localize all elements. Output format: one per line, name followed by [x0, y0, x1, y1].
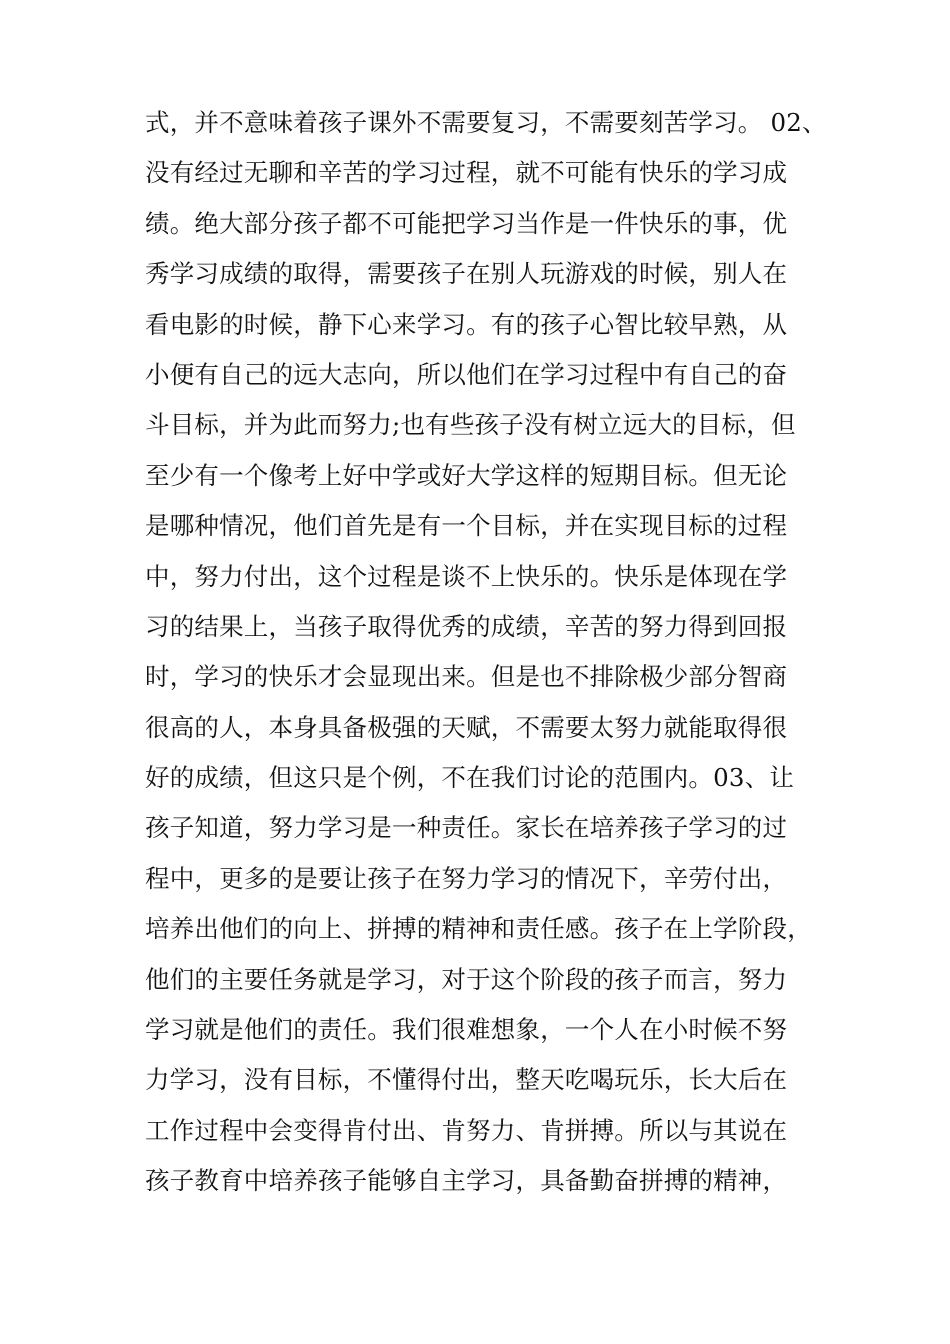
- text-line-8: 至少有一个像考上好中学或好大学这样的短期目标。但无论: [145, 460, 788, 490]
- text-line-4: 秀学习成绩的取得，需要孩子在别人玩游戏的时候，别人在: [145, 259, 788, 289]
- text-line-18: 他们的主要任务就是学习，对于这个阶段的孩子而言，努力: [145, 964, 788, 994]
- text-line-2: 没有经过无聊和辛苦的学习过程，就不可能有快乐的学习成: [145, 158, 788, 188]
- text-line-16: 程中，更多的是要让孩子在努力学习的情况下，辛劳付出，: [145, 863, 788, 893]
- text-line-7: 斗目标，并为此而努力;也有些孩子没有树立远大的目标，但: [145, 410, 796, 440]
- text-line-15: 孩子知道，努力学习是一种责任。家长在培养孩子学习的过: [145, 813, 788, 843]
- body-text: [145, 98, 827, 1207]
- text-line-13: 很高的人，本身具备极强的天赋，不需要太努力就能取得很: [145, 712, 788, 742]
- text-line-21: 工作过程中会变得肯付出、肯努力、肯拼搏。所以与其说在: [145, 1115, 788, 1145]
- text-line-17: 培养出他们的向上、拼搏的精神和责任感。孩子在上学阶段，: [145, 914, 812, 944]
- text-line-22: 孩子教育中培养孩子能够自主学习，具备勤奋拼搏的精神，: [145, 1166, 788, 1196]
- text-line-20: 力学习，没有目标，不懂得付出，整天吃喝玩乐，长大后在: [145, 1065, 788, 1095]
- text-line-11: 习的结果上，当孩子取得优秀的成绩，辛苦的努力得到回报: [145, 611, 788, 641]
- text-line-1: 式，并不意味着孩子课外不需要复习，不需要刻苦学习。 02、: [145, 108, 827, 137]
- text-line-5: 看电影的时候，静下心来学习。有的孩子心智比较早熟，从: [145, 309, 788, 339]
- text-line-3: 绩。绝大部分孩子都不可能把学习当作是一件快乐的事，优: [145, 208, 788, 238]
- text-line-19: 学习就是他们的责任。我们很难想象，一个人在小时候不努: [145, 1015, 788, 1045]
- text-line-14: 好的成绩，但这只是个例，不在我们讨论的范围内。03、让: [145, 763, 795, 793]
- text-line-12: 时，学习的快乐才会显现出来。但是也不排除极少部分智商: [145, 662, 788, 692]
- text-line-6: 小便有自己的远大志向，所以他们在学习过程中有自己的奋: [145, 359, 788, 389]
- text-line-9: 是哪种情况，他们首先是有一个目标，并在实现目标的过程: [145, 511, 788, 541]
- text-line-10: 中，努力付出，这个过程是谈不上快乐的。快乐是体现在学: [145, 561, 788, 591]
